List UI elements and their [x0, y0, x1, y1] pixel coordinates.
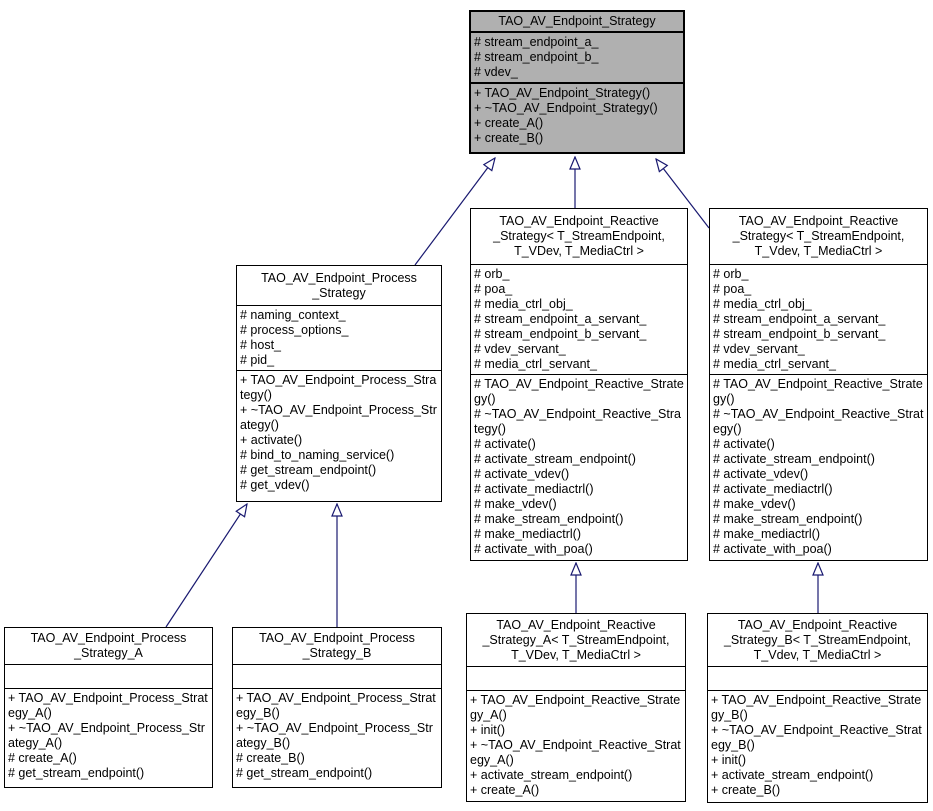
class-title [467, 614, 685, 667]
member-line: # activate() [474, 437, 536, 451]
member-line: # activate_with_poa() [713, 542, 832, 556]
member-line: # stream_endpoint_a_servant_ [713, 312, 886, 326]
member-line: # activate_mediactrl() [713, 482, 833, 496]
class-methods [708, 691, 927, 802]
member-line: + create_B() [711, 783, 781, 797]
class-attributes [237, 306, 441, 371]
class-title-line: T_VDev, T_MediaCtrl > [514, 244, 644, 258]
class-title-line: _Strategy_B [302, 646, 372, 660]
class-title-line: TAO_AV_Endpoint_Process [261, 270, 417, 285]
member-line: + ~TAO_AV_Endpoint_Reactive_Strategy_B() [711, 723, 922, 752]
class-title-line: T_Vdev, T_MediaCtrl > [754, 244, 883, 258]
class-methods [467, 691, 685, 801]
member-line: + TAO_AV_Endpoint_Reactive_Strategy_B() [711, 693, 922, 722]
class-node-tao-av-endpoint-reactive-strategy-b[interactable] [707, 613, 928, 803]
member-line: # get_stream_endpoint() [236, 766, 373, 780]
member-line: + create_B() [474, 131, 544, 145]
member-line: # stream_endpoint_a_servant_ [474, 312, 647, 326]
class-methods [471, 375, 687, 560]
member-line: # activate_vdev() [713, 467, 809, 481]
class-title-line: TAO_AV_Endpoint_Reactive [496, 617, 656, 632]
member-line: # poa_ [713, 282, 752, 296]
class-node-tao-av-endpoint-process-strategy-a[interactable] [4, 627, 213, 788]
member-line: # stream_endpoint_b_servant_ [713, 327, 886, 341]
class-title-line: _Strategy< T_StreamEndpoint, [493, 229, 665, 243]
member-line: # stream_endpoint_b_ [474, 50, 599, 64]
class-attributes [471, 265, 687, 375]
member-line: # make_stream_endpoint() [713, 512, 863, 526]
member-line: # get_stream_endpoint() [8, 766, 145, 780]
member-line: # vdev_servant_ [713, 342, 805, 356]
member-line: + ~TAO_AV_Endpoint_Process_Strategy_A() [8, 721, 205, 750]
member-line: # vdev_servant_ [474, 342, 566, 356]
member-line: # make_vdev() [713, 497, 796, 511]
member-line: + create_A() [470, 783, 540, 797]
class-node-tao-av-endpoint-reactive-strategy-t-vdev-upper[interactable] [470, 208, 688, 561]
member-line: # make_mediactrl() [713, 527, 820, 541]
class-methods [471, 84, 683, 152]
member-line: # stream_endpoint_a_ [474, 35, 599, 49]
member-line: # ~TAO_AV_Endpoint_Reactive_Strategy() [713, 407, 924, 436]
member-line: # activate_stream_endpoint() [474, 452, 636, 466]
class-title [233, 628, 441, 665]
member-line: # create_B() [236, 751, 305, 765]
member-line: + TAO_AV_Endpoint_Reactive_Strategy_A() [470, 693, 681, 722]
member-line: # media_ctrl_obj_ [474, 297, 573, 311]
member-line: + TAO_AV_Endpoint_Process_Strategy_B() [236, 691, 436, 720]
member-line: # media_ctrl_servant_ [474, 357, 597, 371]
member-line: # media_ctrl_servant_ [713, 357, 836, 371]
member-line: + activate() [240, 433, 303, 447]
member-line: + init() [470, 723, 506, 737]
member-line: # make_vdev() [474, 497, 557, 511]
member-line: + activate_stream_endpoint() [711, 768, 874, 782]
class-title-line: T_VDev, T_MediaCtrl > [511, 647, 641, 662]
member-line: # host_ [240, 338, 282, 352]
member-line: + activate_stream_endpoint() [470, 768, 633, 782]
class-node-tao-av-endpoint-strategy[interactable] [469, 10, 685, 154]
member-line: # activate_mediactrl() [474, 482, 594, 496]
class-methods [237, 371, 441, 501]
inheritance-arrow [166, 504, 247, 627]
member-line: + create_A() [474, 116, 544, 130]
member-line: + ~TAO_AV_Endpoint_Process_Strategy() [240, 403, 437, 432]
member-line: # orb_ [713, 267, 749, 281]
member-line: # media_ctrl_obj_ [713, 297, 812, 311]
member-line: # activate_with_poa() [474, 542, 593, 556]
member-line: # pid_ [240, 353, 275, 367]
member-line: # activate_vdev() [474, 467, 570, 481]
class-node-tao-av-endpoint-process-strategy[interactable] [236, 265, 442, 502]
member-line: # get_stream_endpoint() [240, 463, 377, 477]
class-title-line: _Strategy [312, 285, 366, 300]
class-title-line: _Strategy< T_StreamEndpoint, [732, 229, 905, 243]
member-line: + init() [711, 753, 747, 767]
class-title-line: TAO_AV_Endpoint_Process [259, 631, 415, 645]
member-line: + ~TAO_AV_Endpoint_Process_Strategy_B() [236, 721, 433, 750]
class-title [471, 209, 687, 265]
member-line: # stream_endpoint_b_servant_ [474, 327, 647, 341]
member-line: # bind_to_naming_service() [240, 448, 395, 462]
class-attributes [233, 665, 441, 689]
class-title [708, 614, 927, 667]
class-attributes [471, 33, 683, 84]
member-line: # process_options_ [240, 323, 349, 337]
class-title-line: _Strategy_A< T_StreamEndpoint, [482, 632, 670, 647]
class-attributes [710, 265, 927, 375]
member-line: # activate_stream_endpoint() [713, 452, 875, 466]
class-attributes [5, 665, 212, 689]
member-line: # orb_ [474, 267, 510, 281]
class-attributes [708, 667, 927, 691]
class-methods [5, 689, 212, 787]
member-line: # TAO_AV_Endpoint_Reactive_Strategy() [713, 377, 923, 406]
class-methods [233, 689, 441, 787]
class-title-line: T_Vdev, T_MediaCtrl > [753, 647, 882, 662]
class-title-line: _Strategy_B< T_StreamEndpoint, [723, 632, 912, 647]
member-line: # ~TAO_AV_Endpoint_Reactive_Strategy() [474, 407, 681, 436]
class-title [5, 628, 212, 665]
class-title-line: TAO_AV_Endpoint_Process [30, 631, 187, 645]
class-node-tao-av-endpoint-reactive-strategy-t-vdev-lower[interactable] [709, 208, 928, 561]
class-title [471, 12, 683, 33]
member-line: # naming_context_ [240, 308, 346, 322]
class-title [710, 209, 927, 265]
class-node-tao-av-endpoint-process-strategy-b[interactable] [232, 627, 442, 788]
class-title-line: _Strategy_A [74, 646, 143, 660]
member-line: + TAO_AV_Endpoint_Process_Strategy_A() [8, 691, 208, 720]
member-line: # create_A() [8, 751, 77, 765]
class-title-line: TAO_AV_Endpoint_Reactive [499, 214, 659, 228]
class-node-tao-av-endpoint-reactive-strategy-a[interactable] [466, 613, 686, 802]
member-line: + ~TAO_AV_Endpoint_Strategy() [474, 101, 658, 115]
member-line: + TAO_AV_Endpoint_Strategy() [474, 86, 651, 100]
member-line: # make_mediactrl() [474, 527, 581, 541]
class-methods [710, 375, 927, 560]
member-line: + ~TAO_AV_Endpoint_Reactive_Strategy_A() [470, 738, 681, 767]
member-line: + TAO_AV_Endpoint_Process_Strategy() [240, 373, 437, 402]
member-line: # get_vdev() [240, 478, 310, 492]
class-attributes [467, 667, 685, 691]
member-line: # poa_ [474, 282, 513, 296]
class-title-line: TAO_AV_Endpoint_Strategy [498, 14, 656, 28]
member-line: # vdev_ [474, 65, 518, 79]
member-line: # make_stream_endpoint() [474, 512, 624, 526]
class-title-line: TAO_AV_Endpoint_Reactive [737, 617, 898, 632]
member-line: # activate() [713, 437, 775, 451]
member-line: # TAO_AV_Endpoint_Reactive_Strategy() [474, 377, 684, 406]
class-title [237, 266, 441, 306]
class-title-line: TAO_AV_Endpoint_Reactive [738, 214, 899, 228]
